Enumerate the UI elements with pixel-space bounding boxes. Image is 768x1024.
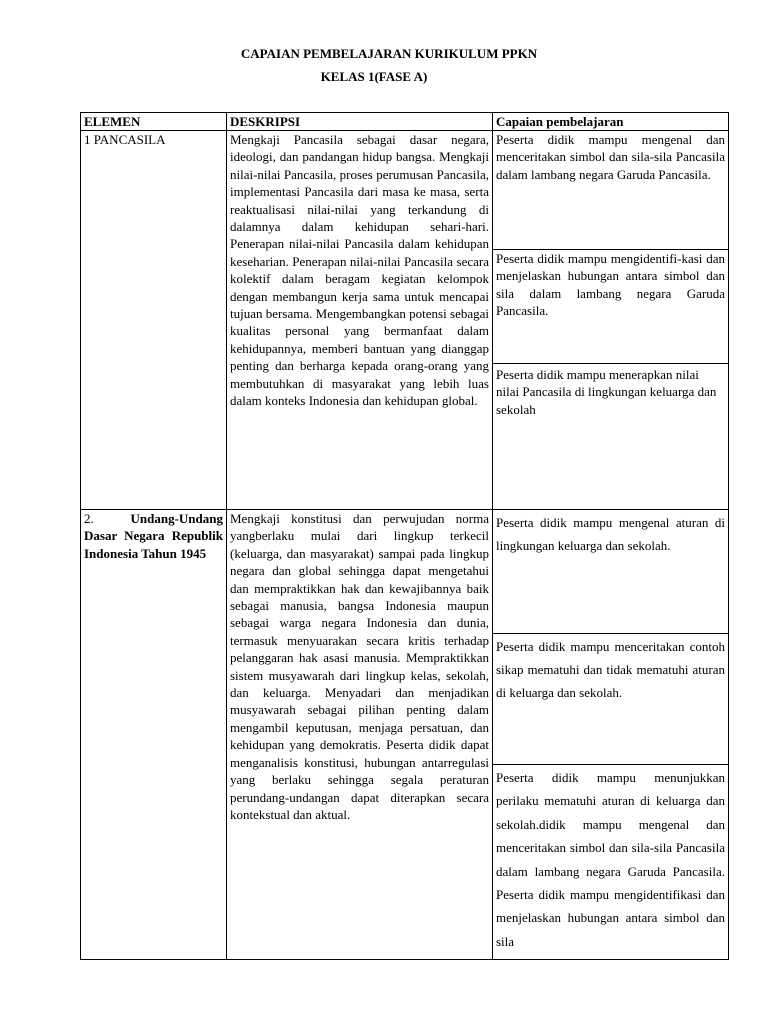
header-deskripsi: DESKRIPSI	[227, 113, 493, 131]
capaian-item: Peserta didik mampu mengenal dan menceritakan simbol dan sila-sila Pancasila dalam lambang negara Garuda Pancasila.	[496, 132, 725, 182]
table-row-uud	[81, 510, 729, 960]
capaian-item: Peserta didik mampu menerapkan nilai nilai Pancasila di lingkungan keluarga dan sekolah	[493, 363, 728, 509]
elemen-cell	[81, 510, 227, 960]
deskripsi-cell: Mengkaji konstitusi dan perwujudan norma yangberlaku mulai dari lingkup terkecil (keluarga, dan masyarakat) sampai pada lingkup negara dan global sehingga dapat mengetahui dan mempraktikkan hak dan kewajibannya baik sebagai manusia, bangsa Indonesia maupun sebagai warga negara Indonesia dan dunia, termasuk menyuarakan secara kritis terhadap pelanggaran hak asasi manusia. Mempraktikkan sistem musyawarah dari lingkup kelas, sekolah, dan keluarga. Menyadari dan menjadikan musyawarah sebagai pilihan penting dalam mengambil keputusan, menjaga persatuan, dan kehidupan yang demokratis. Peserta didik dapat menganalisis konstitusi, hubungan antarregulasi yang berlaku sehingga segala peraturan perundang-undangan dapat diterapkan secara kontekstual dan aktual.	[227, 510, 493, 960]
table-row-pancasila	[81, 131, 729, 510]
deskripsi-cell: Mengkaji Pancasila sebagai dasar negara, ideologi, dan pandangan hidup bangsa. Mengkaji nilai-nilai Pancasila, proses perumusan Pancasila, implementasi Pancasila dari masa ke masa, serta reaktualisasi nilai-nilai yang terkandung di dalamnya dalam kehidupan sehari-hari. Penerapan nilai-nilai Pancasila dalam kehidupan keseharian. Penerapan nilai-nilai Pancasila secara kolektif dalam beragam kegiatan kelompok dengan membangun kerja sama untuk mencapai tujuan bersama. Mengembangkan potensi sebagai kualitas personal yang bermanfaat dalam kehidupannya, memberi bantuan yang dianggap penting dan berharga kepada orang-orang yang membutuhkan di masyarakat yang lebih luas dalam konteks Indonesia dan kehidupan global.	[227, 131, 493, 510]
document-title: CAPAIAN PEMBELAJARAN KURIKULUM PPKN	[240, 46, 538, 61]
elemen-label: Undang-Undang Dasar Negara Republik Indonesia Tahun 1945	[84, 511, 223, 561]
header-capaian: Capaian pembelajaran	[493, 113, 729, 131]
capaian-item: Peserta didik mampu mengenal aturan di lingkungan keluarga dan sekolah.	[496, 515, 725, 553]
capaian-cell	[493, 131, 729, 510]
document-subtitle: KELAS 1(FASE A)	[320, 69, 428, 84]
table-header-row	[81, 113, 729, 131]
capaian-item: Peserta didik mampu mengidentifi-kasi dan menjelaskan hubungan antara simbol dan sila dalam lambang negara Garuda Pancasila.	[493, 249, 728, 363]
elemen-cell: 1 PANCASILA	[81, 131, 227, 510]
header-elemen: ELEMEN	[81, 113, 227, 131]
curriculum-table	[80, 112, 729, 960]
capaian-item: Peserta didik mampu menceritakan contoh sikap mematuhi dan tidak mematuhi aturan di keluarga dan sekolah.	[493, 633, 728, 764]
elemen-number: 2.	[84, 511, 94, 526]
capaian-item: Peserta didik mampu menunjukkan perilaku mematuhi aturan di keluarga dan sekolah.didik mampu mengenal dan menceritakan simbol dan sila-sila Pancasila dalam lambang negara Garuda Pancasila. Peserta didik mampu mengidentifikasi dan menjelaskan hubungan antara simbol dan sila	[493, 764, 728, 959]
capaian-cell	[493, 510, 729, 960]
